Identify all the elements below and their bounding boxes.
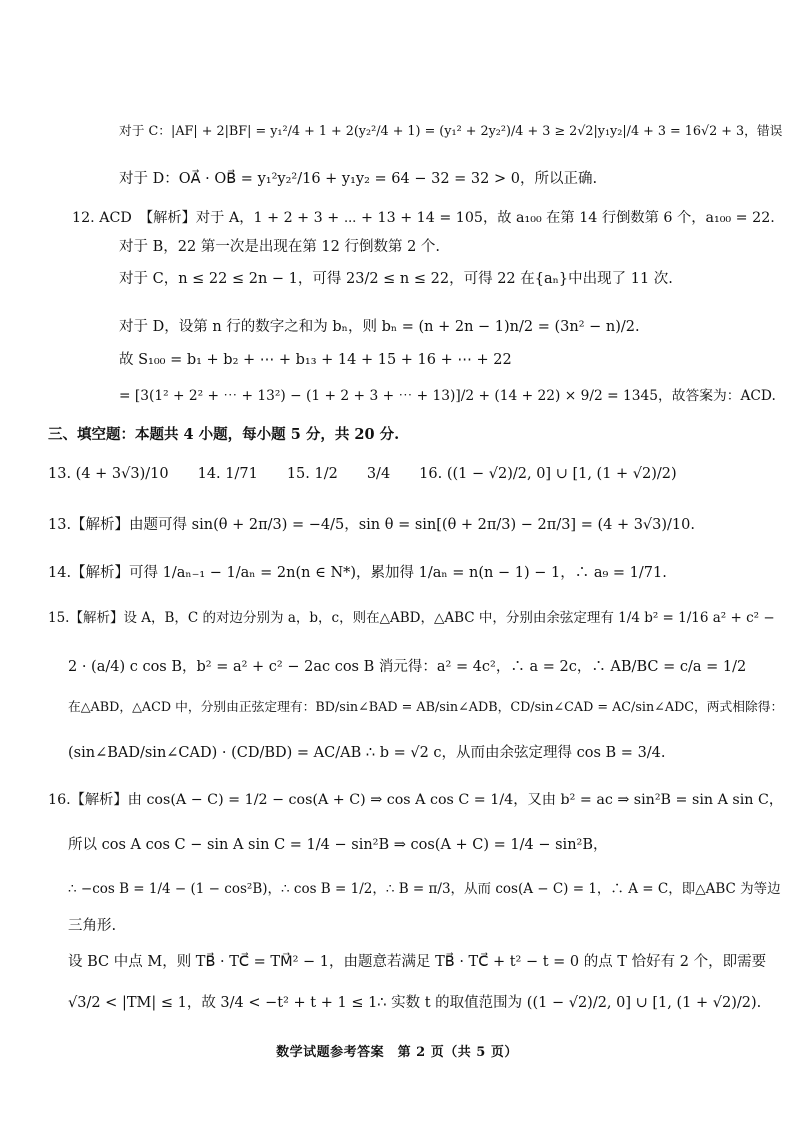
- q15-solution-line-3: 在△ABD，△ACD 中，分别由正弦定理有：BD/sin∠BAD = AB/sin∠ADB，CD/sin∠CAD = AC/sin∠ADC，两式相除得：: [68, 700, 784, 715]
- q15-solution-line-4: (sin∠BAD/sin∠CAD) · (CD/BD) = AC/AB ∴ b = √2 c，从而由余弦定理得 cos B = 3/4.: [68, 745, 666, 761]
- section-heading-fill-in: 三、填空题：本题共 4 小题，每小题 5 分，共 20 分.: [48, 426, 400, 443]
- q12-sum-line-2: = [3(1² + 2² + ⋯ + 13²) − (1 + 2 + 3 + ⋯ + 13)]/2 + (14 + 22) × 9/2 = 1345，故答案为：ACD.: [119, 388, 776, 404]
- option-c-line: 对于 C：|AF| + 2|BF| = y₁²/4 + 1 + 2(y₂²/4 + 1) = (y₁² + 2y₂²)/4 + 3 ≥ 2√2|y₁y₂|/4 + 3 = 16√2 + 3，错误: [119, 124, 783, 139]
- q15-solution-line-1: 15.【解析】设 A，B，C 的对边分别为 a，b，c，则在△ABD，△ABC 中，分别由余弦定理有 1/4 b² = 1/16 a² + c² −: [48, 610, 775, 626]
- q16-solution-line-1: 16.【解析】由 cos(A − C) = 1/2 − cos(A + C) ⇒ cos A cos C = 1/4，又由 b² = ac ⇒ sin²B = sin A sin C，: [48, 792, 784, 808]
- page-footer: 数学试题参考答案 第 2 页（共 5 页）: [276, 1045, 518, 1060]
- q12-option-a: 12. ACD 【解析】对于 A，1 + 2 + 3 + ⋯ + 13 + 14 = 105，故 a₁₀₀ 在第 14 行倒数第 6 个，a₁₀₀ = 22.: [72, 210, 775, 226]
- q16-solution-line-5: 设 BC 中点 M，则 TB⃗ · TC⃗ = TM⃗² − 1，由题意若满足 TB⃗ · TC⃗ + t² − t = 0 的点 T 恰好有 2 个，即需要: [68, 954, 767, 970]
- q14-solution: 14.【解析】可得 1/aₙ₋₁ − 1/aₙ = 2n(n ∈ N*)，累加得 1/aₙ = n(n − 1) − 1，∴ a₉ = 1/71.: [48, 565, 667, 581]
- option-d-line: 对于 D：OA⃗ · OB⃗ = y₁²y₂²/16 + y₁y₂ = 64 − 32 = 32 > 0，所以正确.: [119, 171, 598, 187]
- fill-in-answers: 13. (4 + 3√3)/10 14. 1/71 15. 1/2 3/4 16. ((1 − √2)/2, 0] ∪ [1, (1 + √2)/2): [48, 466, 677, 482]
- q16-solution-line-6: √3/2 < |TM| ≤ 1，故 3/4 < −t² + t + 1 ≤ 1∴ 实数 t 的取值范围为 ((1 − √2)/2, 0] ∪ [1, (1 + √2)/2).: [68, 995, 762, 1011]
- q16-solution-line-3: ∴ −cos B = 1/4 − (1 − cos²B)，∴ cos B = 1/2，∴ B = π/3，从而 cos(A − C) = 1，∴ A = C，即△ABC 为等边: [68, 881, 781, 897]
- q16-solution-line-4: 三角形.: [68, 918, 117, 934]
- q13-solution: 13.【解析】由题可得 sin(θ + 2π/3) = −4/5，sin θ = sin[(θ + 2π/3) − 2π/3] = (4 + 3√3)/10.: [48, 517, 695, 533]
- q12-sum-line-1: 故 S₁₀₀ = b₁ + b₂ + ⋯ + b₁₃ + 14 + 15 + 16 + ⋯ + 22: [119, 352, 512, 368]
- q15-solution-line-2: 2 · (a/4) c cos B，b² = a² + c² − 2ac cos B 消元得：a² = 4c²，∴ a = 2c，∴ AB/BC = c/a = 1/2: [68, 659, 747, 675]
- q16-solution-line-2: 所以 cos A cos C − sin A sin C = 1/4 − sin²B ⇒ cos(A + C) = 1/4 − sin²B，: [68, 837, 608, 853]
- q12-option-c: 对于 C，n ≤ 22 ≤ 2n − 1，可得 23/2 ≤ n ≤ 22，可得 22 在{aₙ}中出现了 11 次.: [119, 271, 673, 287]
- q12-option-b: 对于 B，22 第一次是出现在第 12 行倒数第 2 个.: [119, 239, 441, 255]
- q12-option-d: 对于 D，设第 n 行的数字之和为 bₙ，则 bₙ = (n + 2n − 1)n/2 = (3n² − n)/2.: [119, 319, 640, 335]
